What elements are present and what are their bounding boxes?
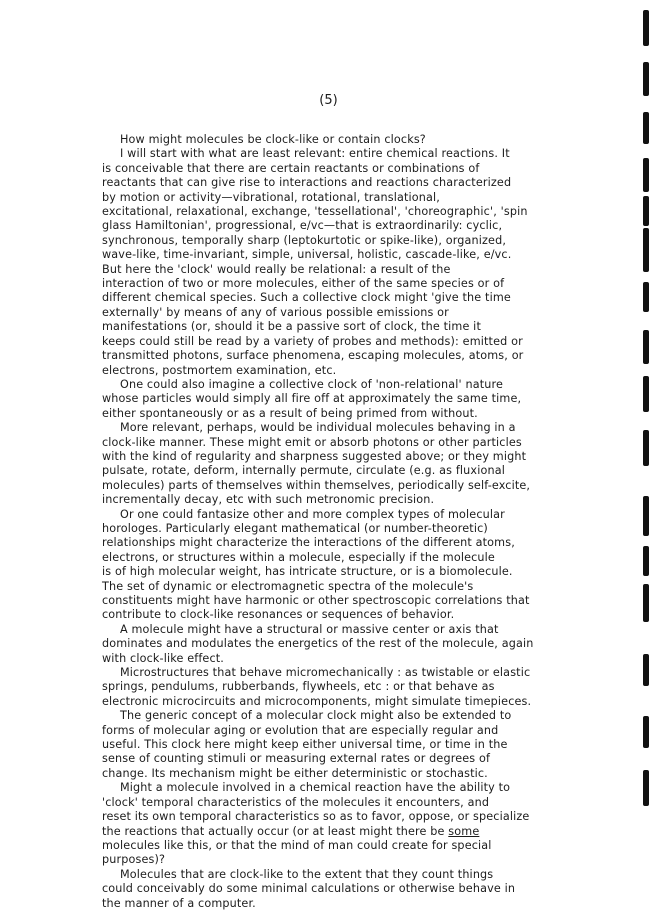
text-line: by motion or activity—vibrational, rotational, translational, (102, 190, 440, 204)
text-line: the manner of a computer. (102, 896, 256, 910)
binding-mark (643, 10, 649, 46)
text-line: contribute to clock-like resonances or sequences of behavior. (102, 608, 455, 622)
binding-mark (643, 330, 649, 364)
text-line: change. Its mechanism might be either deterministic or stochastic. (102, 766, 488, 780)
text-line: Molecules that are clock-like to the extent that they count things (120, 867, 494, 881)
paragraph-1 (102, 133, 632, 147)
paragraph-4 (102, 421, 632, 507)
text-line: with clock-like effect. (102, 651, 224, 665)
text-line: But here the 'clock' would really be relational: a result of the (102, 262, 451, 276)
text-line: useful. This clock here might keep either universal time, or time in the (102, 738, 508, 752)
body-text (102, 133, 632, 911)
paragraph-2 (102, 147, 632, 378)
paragraph-5 (102, 508, 632, 623)
text-segment: the reactions that actually occur (or at least might there be (102, 824, 449, 838)
text-line: transmitted photons, surface phenomena, escaping molecules, atoms, or (102, 349, 524, 363)
text-line: incrementally decay, etc with such metronomic precision. (102, 493, 435, 507)
text-line: pulsate, rotate, deform, internally permute, circulate (e.g. as fluxional (102, 464, 505, 478)
binding-mark (643, 158, 649, 192)
binding-mark (643, 376, 649, 412)
text-line: 'clock' temporal characteristics of the molecules it encounters, and (102, 795, 490, 809)
text-line: A molecule might have a structural or massive center or axis that (120, 622, 499, 636)
text-line: excitational, relaxational, exchange, 'tessellational', 'choreographic', 'spin (102, 205, 528, 219)
text-line: More relevant, perhaps, would be individual molecules behaving in a (120, 421, 516, 435)
text-line: Microstructures that behave micromechanically : as twistable or elastic (120, 666, 531, 680)
text-line: either spontaneously or as a result of being primed from without. (102, 406, 478, 420)
text-line: reactants that can give rise to interactions and reactions characterized (102, 176, 512, 190)
text-line: whose particles would simply all fire off at approximately the same time, (102, 392, 522, 406)
binding-mark (643, 282, 649, 312)
binding-mark (643, 584, 649, 622)
text-line: with the kind of regularity and sharpness suggested above; or they might (102, 449, 527, 463)
text-line: forms of molecular aging or evolution that are especially regular and (102, 723, 499, 737)
text-line: is of high molecular weight, has intricate structure, or is a biomolecule. (102, 565, 513, 579)
text-line: horologes. Particularly elegant mathematical (or number-theoretic) (102, 521, 488, 535)
text-line: dominates and modulates the energetics of the rest of the molecule, again (102, 637, 534, 651)
text-line: How might molecules be clock-like or contain clocks? (120, 133, 426, 146)
text-line: purposes)? (102, 853, 166, 867)
text-line: electrons, postmortem examination, etc. (102, 363, 337, 377)
text-line: wave-like, time-invariant, simple, universal, holistic, cascade-like, e/vc. (102, 248, 512, 262)
text-line: sense of counting stimuli or measuring external rates or degrees of (102, 752, 491, 766)
text-line: electronic microcircuits and microcomponents, might simulate timepieces. (102, 694, 532, 708)
paragraph-9 (102, 781, 632, 867)
text-line: springs, pendulums, rubberbands, flywheels, etc : or that behave as (102, 680, 495, 694)
binding-mark (643, 716, 649, 748)
text-line: glass Hamiltonian', progressional, e/vc—that is extraordinarily: cyclic, (102, 219, 503, 233)
binding-mark (643, 496, 649, 536)
paragraph-8 (102, 709, 632, 781)
text-line: is conceivable that there are certain reactants or combinations of (102, 161, 480, 175)
binding-mark (643, 654, 649, 686)
text-line: clock-like manner. These might emit or absorb photons or other particles (102, 435, 522, 449)
page-number: (5) (319, 93, 338, 108)
text-line: Or one could fantasize other and more complex types of molecular (120, 507, 505, 521)
binding-mark (643, 546, 649, 576)
text-line-with-underline (102, 825, 632, 839)
paragraph-3 (102, 378, 632, 421)
text-line: constituents might have harmonic or other spectroscopic correlations that (102, 594, 530, 607)
binding-mark (643, 430, 649, 466)
text-line: interaction of two or more molecules, either of the same species or of (102, 277, 505, 291)
text-line: I will start with what are least relevant: entire chemical reactions. It (120, 147, 510, 161)
text-line: synchronous, temporally sharp (leptokurtotic or spike-like), organized, (102, 233, 507, 247)
text-line: keeps could still be read by a variety of probes and methods): emitted or (102, 334, 523, 348)
binding-mark (643, 112, 649, 144)
text-line: molecules) parts of themselves within themselves, periodically self-excite, (102, 478, 531, 492)
text-line: manifestations (or, should it be a passive sort of clock, the time it (102, 320, 481, 334)
paragraph-10 (102, 868, 632, 911)
underlined-word: some (448, 824, 480, 838)
text-line: The generic concept of a molecular clock might also be extended to (120, 709, 512, 723)
text-line: molecules like this, or that the mind of man could create for special (102, 838, 492, 852)
text-line: externally' by means of any of various possible emissions or (102, 305, 449, 319)
text-line: could conceivably do some minimal calculations or otherwise behave in (102, 882, 516, 896)
text-line: reset its own temporal characteristics so as to favor, oppose, or specialize (102, 810, 530, 824)
paragraph-6 (102, 623, 632, 666)
binding-mark (643, 770, 649, 806)
binding-edge-marks (627, 0, 657, 850)
text-line: The set of dynamic or electromagnetic spectra of the molecule's (102, 579, 474, 593)
text-line: different chemical species. Such a collective clock might 'give the time (102, 291, 511, 305)
text-line: relationships might characterize the interactions of the different atoms, (102, 536, 515, 550)
binding-mark (643, 228, 649, 272)
text-line: Might a molecule involved in a chemical reaction have the ability to (120, 781, 511, 795)
text-line: electrons, or structures within a molecule, especially if the molecule (102, 550, 495, 564)
binding-mark (643, 196, 649, 226)
paragraph-7 (102, 666, 632, 709)
binding-mark (643, 62, 649, 96)
text-line: One could also imagine a collective clock of 'non-relational' nature (120, 377, 504, 391)
